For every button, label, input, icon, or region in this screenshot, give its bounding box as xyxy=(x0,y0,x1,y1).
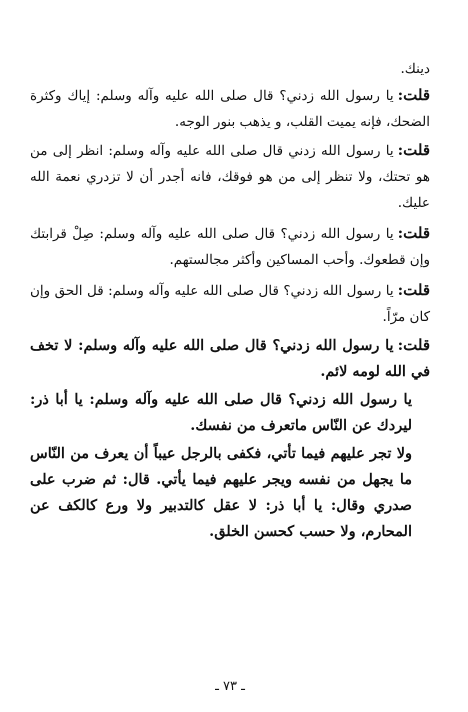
paragraph-3-label: قلت: xyxy=(397,224,430,242)
paragraph-1-label: قلت: xyxy=(397,86,430,104)
paragraph-4 xyxy=(30,277,430,330)
document-page xyxy=(30,56,430,696)
paragraph-1-text: يا رسول الله زدني؟ قال صلى الله عليه وآله وسلم: إياك وكثرة الضحك، فإنه يميت القلب، و يذهب بنور الوجه. xyxy=(30,88,430,130)
paragraph-2-label: قلت: xyxy=(397,141,430,159)
paragraph-1 xyxy=(30,82,430,135)
paragraph-5-label: قلت: xyxy=(397,336,430,354)
paragraph-2 xyxy=(30,137,430,216)
paragraph-7-text: ولا تجر عليهم فيما تأتي، فكفى بالرجل عيباً أن يعرف من النّاس ما يجهل من نفسه ويجر عليهم فيما يأتي. قال: ثم ضرب على صدري وقال: يا أبا ذر: لا عقل كالتدبير ولا ورع كالكف عن المحارم، ولا حسب كحسن الخلق. xyxy=(30,445,412,540)
paragraph-6 xyxy=(30,387,430,439)
page-number: ـ ٧٣ ـ xyxy=(215,679,245,694)
paragraph-3 xyxy=(30,220,430,273)
paragraph-2-text: يا رسول الله زدني قال صلى الله عليه وآله وسلم: انظر إلى من هو تحتك، ولا تنظر إلى من هو فوقك، فانه أجدر أن لا تزدري نعمة الله عليك. xyxy=(30,143,430,211)
paragraph-0-text: دينك. xyxy=(400,61,430,77)
paragraph-4-label: قلت: xyxy=(397,281,430,299)
paragraph-0 xyxy=(30,56,430,82)
paragraph-7 xyxy=(30,441,430,545)
paragraph-4-text: يا رسول الله زدني؟ قال صلى الله عليه وآله وسلم: قل الحق وإن كان مرّاً. xyxy=(30,283,430,325)
paragraph-3-text: يا رسول الله زدني؟ قال صلى الله عليه وآله وسلم: صِلْ قرابتك وإن قطعوك. وأحب المساكين وأكثر مجالستهم. xyxy=(30,226,430,268)
paragraph-5 xyxy=(30,332,430,385)
paragraph-5-text: يا رسول الله زدني؟ قال صلى الله عليه وآله وسلم: لا تخف في الله لومه لائم. xyxy=(30,337,430,380)
paragraph-6-text: يا رسول الله زدني؟ قال صلى الله عليه وآله وسلم: يا أبا ذر: ليردك عن النّاس ماتعرف من نفسك. xyxy=(30,391,412,434)
